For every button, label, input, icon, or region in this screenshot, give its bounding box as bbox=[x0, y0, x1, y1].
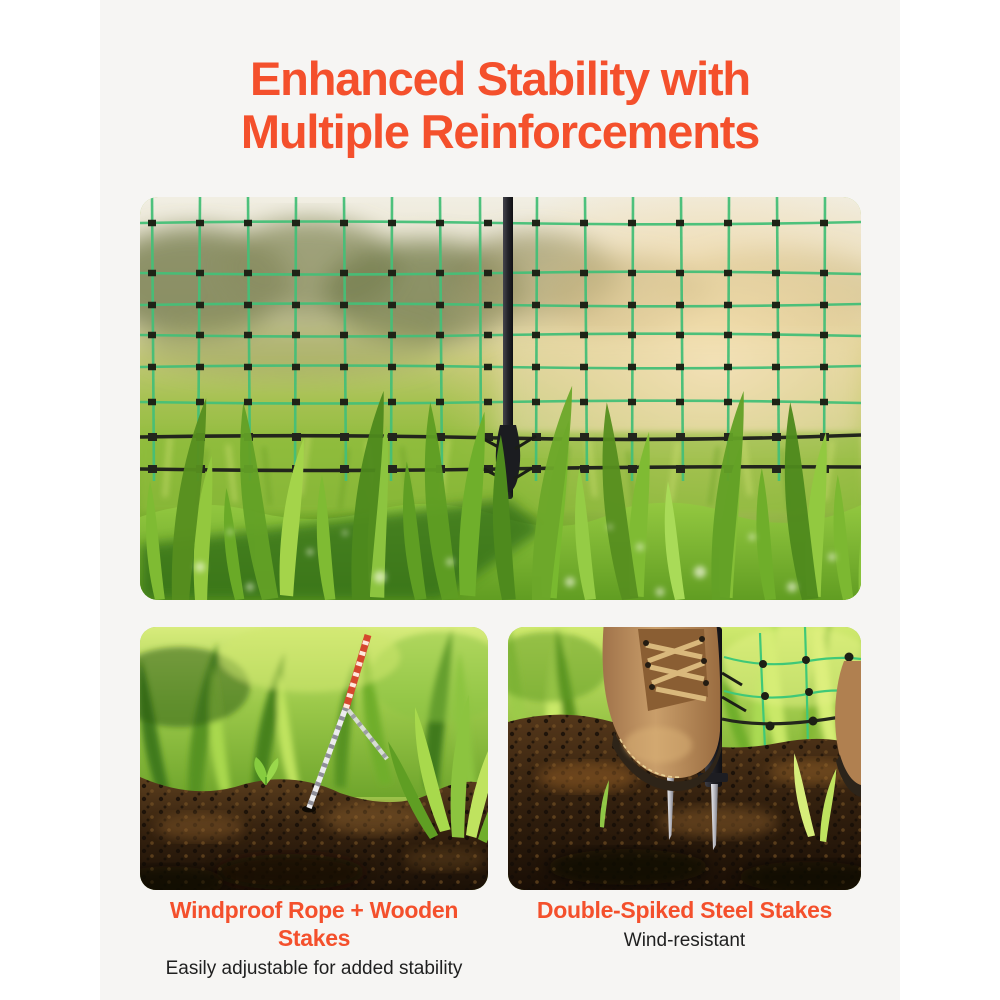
right-caption-title: Double-Spiked Steel Stakes bbox=[536, 897, 833, 923]
page-title-line2: Multiple Reinforcements bbox=[240, 105, 760, 158]
page-title bbox=[100, 52, 900, 158]
right-caption bbox=[508, 896, 861, 953]
left-caption-title: Windproof Rope + Wooden Stakes bbox=[169, 897, 459, 951]
rope-stake-scene bbox=[140, 627, 488, 890]
mist-band bbox=[500, 337, 861, 447]
right-caption-subtitle: Wind-resistant bbox=[623, 930, 746, 951]
fence-meadow-scene bbox=[140, 197, 861, 600]
main-photo-fence-netting bbox=[140, 197, 861, 600]
page-canvas bbox=[100, 0, 900, 1000]
left-photo-rope-stake bbox=[140, 627, 488, 890]
left-caption bbox=[140, 896, 488, 981]
left-caption-subtitle: Easily adjustable for added stability bbox=[165, 958, 463, 979]
page-title-line1: Enhanced Stability with bbox=[250, 52, 750, 105]
right-photo-boot-spike bbox=[508, 627, 861, 890]
boot-spike-scene bbox=[508, 627, 861, 890]
